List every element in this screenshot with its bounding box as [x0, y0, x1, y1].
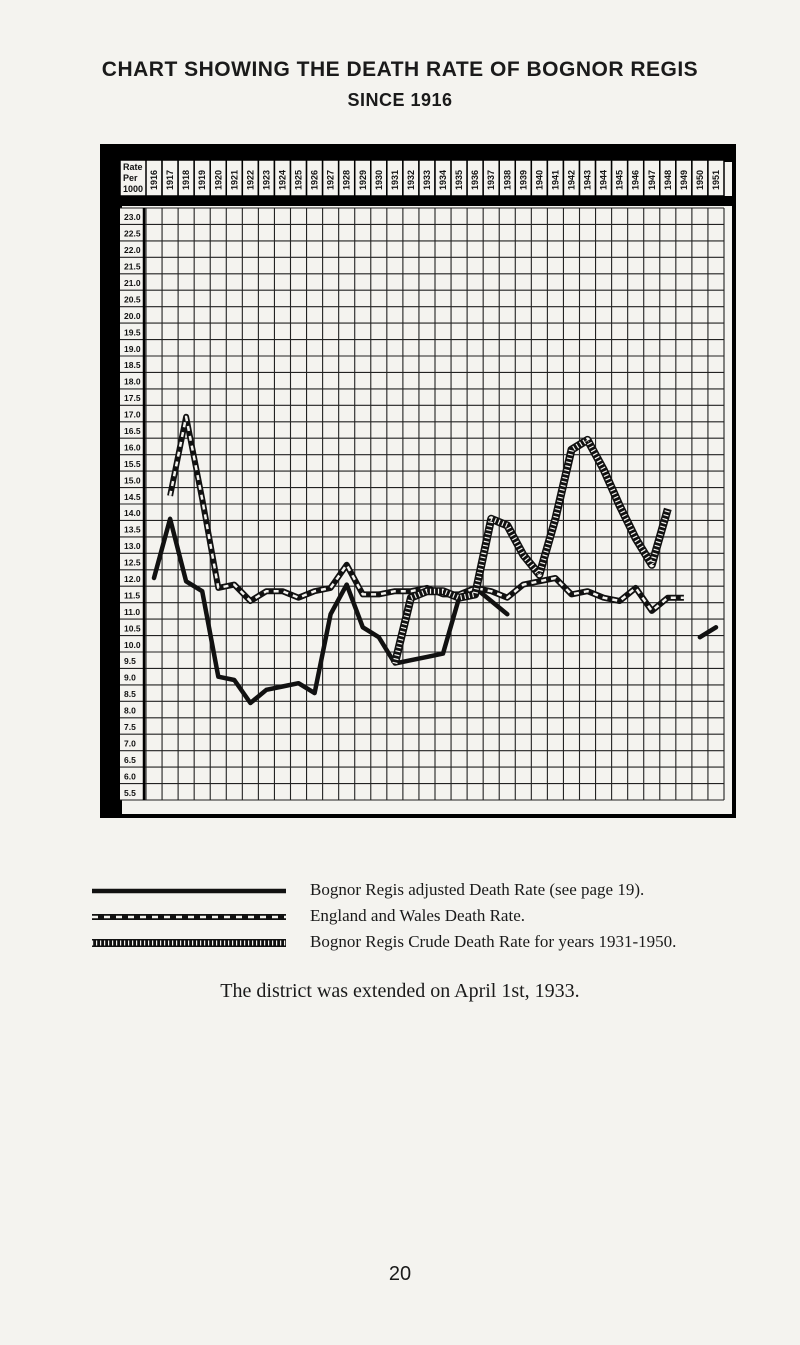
legend-label: England and Wales Death Rate.	[310, 906, 525, 925]
y-tick-label: 16.0	[124, 442, 141, 453]
x-tick-label: 1933	[421, 169, 432, 190]
y-tick-label: 13.5	[124, 524, 141, 535]
y-tick-label: 6.0	[124, 771, 136, 782]
y-tick-label: 10.0	[124, 639, 141, 650]
y-tick-label: 8.5	[124, 689, 136, 700]
x-tick-label: 1947	[646, 169, 657, 190]
y-tick-label: 18.5	[124, 360, 141, 371]
y-tick-label: 19.5	[124, 327, 141, 338]
y-tick-label: 11.0	[124, 606, 141, 617]
legend-swatch-dashed	[90, 908, 290, 926]
y-tick-label: 17.5	[124, 393, 141, 404]
x-tick-label: 1926	[309, 169, 320, 190]
page-number: 20	[388, 1263, 412, 1285]
chart-title: CHART SHOWING THE DEATH RATE OF BOGNOR REGIS	[101, 58, 699, 81]
x-tick-label: 1932	[405, 169, 416, 190]
x-tick-label: 1948	[662, 169, 673, 190]
legend-item-england-wales	[90, 906, 790, 932]
y-tick-label: 13.0	[124, 541, 141, 552]
legend	[90, 880, 790, 958]
x-tick-label: 1945	[614, 169, 625, 190]
corner-label: Per	[123, 173, 138, 183]
death-rate-chart	[96, 142, 736, 820]
x-tick-label: 1928	[341, 169, 352, 190]
y-tick-label: 23.0	[124, 212, 141, 223]
y-tick-label: 21.5	[124, 261, 141, 272]
x-tick-label: 1946	[630, 169, 641, 190]
x-tick-label: 1942	[566, 169, 577, 190]
x-tick-label: 1923	[261, 169, 272, 190]
x-tick-label: 1929	[357, 169, 368, 190]
x-tick-label: 1919	[197, 169, 208, 190]
x-tick-label: 1943	[582, 169, 593, 190]
x-tick-label: 1922	[245, 169, 256, 190]
y-tick-label: 18.0	[124, 376, 141, 387]
x-tick-label: 1950	[694, 169, 705, 190]
y-tick-label: 15.0	[124, 475, 141, 486]
legend-swatch-solid	[90, 882, 290, 900]
y-tick-label: 22.5	[124, 228, 141, 239]
y-tick-label: 15.5	[124, 458, 141, 469]
y-tick-label: 9.5	[124, 656, 136, 667]
x-tick-label: 1918	[181, 169, 192, 190]
x-tick-label: 1938	[502, 169, 513, 190]
y-tick-label: 22.0	[124, 245, 141, 256]
y-tick-label: 14.0	[124, 508, 141, 519]
y-tick-label: 14.5	[124, 491, 141, 502]
x-tick-label: 1930	[373, 169, 384, 190]
x-tick-label: 1921	[229, 169, 240, 190]
x-tick-label: 1936	[470, 169, 481, 190]
y-tick-label: 12.5	[124, 557, 141, 568]
x-tick-label: 1940	[534, 169, 545, 190]
x-tick-label: 1951	[710, 169, 721, 190]
district-note: The district was extended on April 1st, 1933.	[220, 980, 580, 1002]
chart-subtitle: SINCE 1916	[347, 90, 453, 110]
x-tick-label: 1920	[213, 169, 224, 190]
x-tick-label: 1927	[325, 169, 336, 190]
y-tick-label: 7.5	[124, 722, 136, 732]
y-tick-label: 8.0	[124, 705, 136, 716]
x-tick-label: 1917	[165, 169, 176, 190]
y-tick-label: 7.0	[124, 738, 136, 749]
y-tick-label: 17.0	[124, 409, 141, 420]
x-tick-label: 1949	[678, 169, 689, 190]
y-tick-label: 16.5	[124, 426, 141, 436]
legend-label: Bognor Regis adjusted Death Rate (see page 19).	[310, 880, 645, 899]
y-tick-label: 21.0	[124, 278, 141, 288]
y-tick-label: 19.0	[124, 343, 141, 354]
y-tick-label: 5.5	[124, 787, 136, 798]
x-tick-label: 1935	[454, 169, 465, 190]
legend-label: Bognor Regis Crude Death Rate for years 1931-1950.	[310, 932, 677, 951]
y-tick-label: 20.5	[124, 294, 141, 305]
header-bar-bottom	[102, 196, 734, 206]
left-bar	[102, 146, 122, 816]
x-tick-label: 1924	[277, 169, 288, 190]
x-tick-label: 1941	[550, 169, 561, 190]
x-tick-label: 1939	[518, 169, 529, 190]
y-tick-label: 12.0	[124, 574, 141, 584]
x-tick-label: 1931	[389, 169, 400, 190]
corner-label: 1000	[123, 184, 144, 194]
legend-item-adjusted	[90, 880, 790, 906]
y-tick-label: 11.5	[124, 590, 141, 601]
x-tick-label: 1944	[598, 169, 609, 190]
x-tick-label: 1925	[293, 169, 304, 190]
x-tick-label: 1916	[149, 169, 160, 190]
corner-label: Rate	[123, 162, 143, 172]
y-tick-label: 10.5	[124, 623, 141, 634]
y-tick-label: 6.5	[124, 754, 136, 765]
x-tick-label: 1934	[438, 169, 449, 190]
y-tick-label: 20.0	[124, 310, 141, 321]
legend-swatch-hatched	[90, 934, 290, 952]
x-tick-label: 1937	[486, 169, 497, 190]
y-tick-label: 9.0	[124, 672, 136, 683]
legend-item-crude	[90, 932, 790, 958]
